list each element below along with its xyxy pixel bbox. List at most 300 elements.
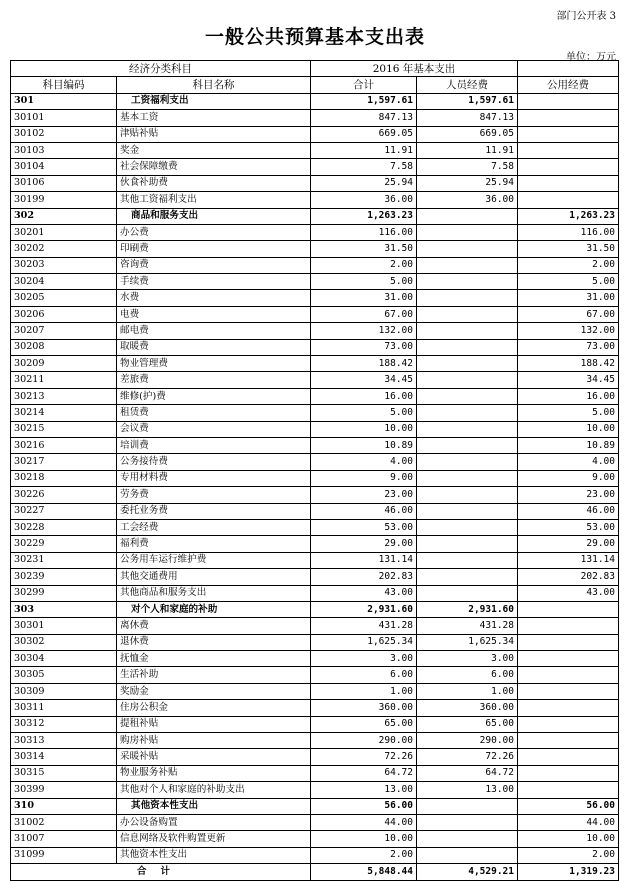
name-cell: 基本工资 — [117, 110, 311, 126]
total-cell: 1,263.23 — [311, 208, 417, 224]
budget-table — [10, 60, 619, 881]
personnel-cell: 13.00 — [417, 782, 518, 798]
public-cell: 5.00 — [518, 274, 619, 290]
table-row — [11, 175, 619, 191]
code-cell: 30231 — [11, 552, 117, 568]
personnel-cell — [417, 503, 518, 519]
table-row — [11, 323, 619, 339]
code-cell: 30214 — [11, 405, 117, 421]
table-row — [11, 503, 619, 519]
header-econ-class: 经济分类科目 — [11, 61, 311, 77]
personnel-cell — [417, 569, 518, 585]
personnel-cell — [417, 519, 518, 535]
total-label: 合计 — [11, 864, 311, 880]
personnel-cell: 65.00 — [417, 716, 518, 732]
code-cell: 30228 — [11, 519, 117, 535]
name-cell: 咨询费 — [117, 257, 311, 273]
personnel-cell — [417, 356, 518, 372]
total-cell: 5.00 — [311, 405, 417, 421]
name-cell: 信息网络及软件购置更新 — [117, 831, 311, 847]
total-cell: 132.00 — [311, 323, 417, 339]
public-cell — [518, 765, 619, 781]
name-cell: 专用材料费 — [117, 470, 311, 486]
personnel-cell — [417, 339, 518, 355]
name-cell: 工会经费 — [117, 519, 311, 535]
public-cell: 31.00 — [518, 290, 619, 306]
code-cell: 30203 — [11, 257, 117, 273]
total-cell: 29.00 — [311, 536, 417, 552]
table-row — [11, 782, 619, 798]
table-row — [11, 405, 619, 421]
name-cell: 其他资本性支出 — [117, 847, 311, 863]
category-row — [11, 601, 619, 617]
table-row — [11, 290, 619, 306]
total-cell: 11.91 — [311, 142, 417, 158]
personnel-cell — [417, 814, 518, 830]
name-cell: 公务接待费 — [117, 454, 311, 470]
table-row — [11, 241, 619, 257]
code-cell: 30315 — [11, 765, 117, 781]
code-cell: 30302 — [11, 634, 117, 650]
header-row-columns — [11, 77, 619, 93]
table-row — [11, 126, 619, 142]
personnel-cell: 431.28 — [417, 618, 518, 634]
public-cell: 10.00 — [518, 831, 619, 847]
name-cell: 津贴补贴 — [117, 126, 311, 142]
code-cell: 30217 — [11, 454, 117, 470]
table-row — [11, 683, 619, 699]
name-cell: 福利费 — [117, 536, 311, 552]
public-cell: 29.00 — [518, 536, 619, 552]
table-row — [11, 585, 619, 601]
personnel-cell: 1,625.34 — [417, 634, 518, 650]
public-cell: 53.00 — [518, 519, 619, 535]
public-cell — [518, 618, 619, 634]
total-cell: 43.00 — [311, 585, 417, 601]
table-row — [11, 159, 619, 175]
code-cell: 303 — [11, 601, 117, 617]
code-cell: 30299 — [11, 585, 117, 601]
public-cell: 1,263.23 — [518, 208, 619, 224]
personnel-cell — [417, 388, 518, 404]
code-cell: 30215 — [11, 421, 117, 437]
name-cell: 商品和服务支出 — [117, 208, 311, 224]
total-cell: 10.00 — [311, 831, 417, 847]
code-cell: 30102 — [11, 126, 117, 142]
total-cell: 188.42 — [311, 356, 417, 372]
personnel-cell: 360.00 — [417, 700, 518, 716]
code-cell: 30216 — [11, 437, 117, 453]
total-cell: 23.00 — [311, 487, 417, 503]
code-cell: 30309 — [11, 683, 117, 699]
total-cell: 4.00 — [311, 454, 417, 470]
personnel-cell — [417, 454, 518, 470]
name-cell: 其他工资福利支出 — [117, 192, 311, 208]
public-cell — [518, 683, 619, 699]
code-cell: 30314 — [11, 749, 117, 765]
code-cell: 30399 — [11, 782, 117, 798]
total-cell: 53.00 — [311, 519, 417, 535]
table-row — [11, 224, 619, 240]
total-personnel-cell: 4,529.21 — [417, 864, 518, 880]
header-basic-expenditure: 2016 年基本支出 — [311, 61, 518, 77]
category-row — [11, 798, 619, 814]
table-row — [11, 618, 619, 634]
personnel-cell — [417, 323, 518, 339]
total-cell: 847.13 — [311, 110, 417, 126]
personnel-cell — [417, 552, 518, 568]
total-cell: 25.94 — [311, 175, 417, 191]
code-cell: 30103 — [11, 142, 117, 158]
header-name: 科目名称 — [117, 77, 311, 93]
name-cell: 伙食补助费 — [117, 175, 311, 191]
total-cell: 431.28 — [311, 618, 417, 634]
table-row — [11, 257, 619, 273]
table-row — [11, 749, 619, 765]
total-cell: 2,931.60 — [311, 601, 417, 617]
total-row — [11, 864, 619, 880]
header-total: 合计 — [311, 77, 417, 93]
personnel-cell — [417, 831, 518, 847]
name-cell: 会议费 — [117, 421, 311, 437]
personnel-cell: 847.13 — [417, 110, 518, 126]
total-cell: 44.00 — [311, 814, 417, 830]
name-cell: 退休费 — [117, 634, 311, 650]
unit-label: 单位：万元 — [566, 52, 616, 63]
code-cell: 30312 — [11, 716, 117, 732]
personnel-cell — [417, 470, 518, 486]
total-cell: 7.58 — [311, 159, 417, 175]
name-cell: 差旅费 — [117, 372, 311, 388]
public-cell: 44.00 — [518, 814, 619, 830]
personnel-cell: 72.26 — [417, 749, 518, 765]
name-cell: 物业服务补贴 — [117, 765, 311, 781]
public-cell: 16.00 — [518, 388, 619, 404]
total-cell: 1,625.34 — [311, 634, 417, 650]
public-cell — [518, 126, 619, 142]
table-row — [11, 634, 619, 650]
table-row — [11, 454, 619, 470]
personnel-cell — [417, 224, 518, 240]
name-cell: 采暖补贴 — [117, 749, 311, 765]
category-row — [11, 93, 619, 109]
name-cell: 奖励金 — [117, 683, 311, 699]
personnel-cell: 11.91 — [417, 142, 518, 158]
total-cell: 1.00 — [311, 683, 417, 699]
table-row — [11, 716, 619, 732]
name-cell: 租赁费 — [117, 405, 311, 421]
total-cell: 669.05 — [311, 126, 417, 142]
code-cell: 30204 — [11, 274, 117, 290]
code-cell: 31007 — [11, 831, 117, 847]
public-cell: 2.00 — [518, 257, 619, 273]
name-cell: 劳务费 — [117, 487, 311, 503]
code-cell: 30305 — [11, 667, 117, 683]
public-cell — [518, 159, 619, 175]
public-cell — [518, 700, 619, 716]
total-cell: 34.45 — [311, 372, 417, 388]
table-row — [11, 569, 619, 585]
total-public-cell: 1,319.23 — [518, 864, 619, 880]
table-row — [11, 831, 619, 847]
personnel-cell — [417, 798, 518, 814]
total-cell: 2.00 — [311, 257, 417, 273]
code-cell: 30311 — [11, 700, 117, 716]
public-cell: 131.14 — [518, 552, 619, 568]
table-row — [11, 339, 619, 355]
public-cell — [518, 110, 619, 126]
personnel-cell — [417, 585, 518, 601]
name-cell: 对个人和家庭的补助 — [117, 601, 311, 617]
name-cell: 培训费 — [117, 437, 311, 453]
total-cell: 65.00 — [311, 716, 417, 732]
table-row — [11, 814, 619, 830]
table-row — [11, 519, 619, 535]
public-cell: 43.00 — [518, 585, 619, 601]
personnel-cell: 64.72 — [417, 765, 518, 781]
code-cell: 30209 — [11, 356, 117, 372]
name-cell: 其他资本性支出 — [117, 798, 311, 814]
total-cell: 360.00 — [311, 700, 417, 716]
header-empty — [518, 61, 619, 77]
total-cell: 131.14 — [311, 552, 417, 568]
name-cell: 购房补贴 — [117, 733, 311, 749]
table-row — [11, 356, 619, 372]
table-row — [11, 487, 619, 503]
total-cell: 290.00 — [311, 733, 417, 749]
name-cell: 抚恤金 — [117, 651, 311, 667]
table-row — [11, 700, 619, 716]
code-cell: 31002 — [11, 814, 117, 830]
table-row — [11, 765, 619, 781]
code-cell: 30201 — [11, 224, 117, 240]
table-body — [11, 93, 619, 863]
personnel-cell — [417, 241, 518, 257]
total-cell: 36.00 — [311, 192, 417, 208]
public-cell: 46.00 — [518, 503, 619, 519]
public-cell — [518, 142, 619, 158]
public-cell — [518, 667, 619, 683]
personnel-cell — [417, 405, 518, 421]
name-cell: 办公费 — [117, 224, 311, 240]
code-cell: 30301 — [11, 618, 117, 634]
code-cell: 30226 — [11, 487, 117, 503]
total-cell: 116.00 — [311, 224, 417, 240]
personnel-cell: 2,931.60 — [417, 601, 518, 617]
total-cell: 1,597.61 — [311, 93, 417, 109]
table-row — [11, 388, 619, 404]
public-cell — [518, 749, 619, 765]
personnel-cell: 6.00 — [417, 667, 518, 683]
personnel-cell — [417, 257, 518, 273]
name-cell: 公务用车运行维护费 — [117, 552, 311, 568]
total-cell: 67.00 — [311, 306, 417, 322]
name-cell: 奖金 — [117, 142, 311, 158]
code-cell: 30199 — [11, 192, 117, 208]
public-cell — [518, 634, 619, 650]
table-row — [11, 667, 619, 683]
name-cell: 取暖费 — [117, 339, 311, 355]
name-cell: 社会保障缴费 — [117, 159, 311, 175]
code-cell: 30205 — [11, 290, 117, 306]
total-cell: 6.00 — [311, 667, 417, 683]
table-row — [11, 651, 619, 667]
code-cell: 30208 — [11, 339, 117, 355]
personnel-cell: 290.00 — [417, 733, 518, 749]
page-title: 一般公共预算基本支出表 — [204, 26, 425, 48]
table-row — [11, 437, 619, 453]
total-cell: 73.00 — [311, 339, 417, 355]
table-row — [11, 142, 619, 158]
table-row — [11, 274, 619, 290]
personnel-cell: 669.05 — [417, 126, 518, 142]
header-public: 公用经费 — [518, 77, 619, 93]
name-cell: 邮电费 — [117, 323, 311, 339]
name-cell: 提租补贴 — [117, 716, 311, 732]
name-cell: 委托业务费 — [117, 503, 311, 519]
total-cell: 56.00 — [311, 798, 417, 814]
code-cell: 30101 — [11, 110, 117, 126]
public-cell: 2.00 — [518, 847, 619, 863]
public-cell: 31.50 — [518, 241, 619, 257]
code-cell: 30313 — [11, 733, 117, 749]
personnel-cell — [417, 487, 518, 503]
code-cell: 301 — [11, 93, 117, 109]
code-cell: 30239 — [11, 569, 117, 585]
public-cell: 116.00 — [518, 224, 619, 240]
total-cell: 10.89 — [311, 437, 417, 453]
name-cell: 维修(护)费 — [117, 388, 311, 404]
code-cell: 30304 — [11, 651, 117, 667]
total-cell: 202.83 — [311, 569, 417, 585]
header-code: 科目编码 — [11, 77, 117, 93]
public-cell: 4.00 — [518, 454, 619, 470]
total-cell: 3.00 — [311, 651, 417, 667]
code-cell: 310 — [11, 798, 117, 814]
total-cell: 2.00 — [311, 847, 417, 863]
code-cell: 302 — [11, 208, 117, 224]
public-cell — [518, 782, 619, 798]
table-row — [11, 421, 619, 437]
table-row — [11, 306, 619, 322]
name-cell: 生活补助 — [117, 667, 311, 683]
public-cell: 56.00 — [518, 798, 619, 814]
total-cell: 13.00 — [311, 782, 417, 798]
code-cell: 30218 — [11, 470, 117, 486]
public-cell: 188.42 — [518, 356, 619, 372]
total-cell: 72.26 — [311, 749, 417, 765]
table-number-label: 部门公开表 3 — [556, 11, 616, 22]
public-cell — [518, 651, 619, 667]
public-cell: 10.00 — [518, 421, 619, 437]
total-cell: 10.00 — [311, 421, 417, 437]
name-cell: 物业管理费 — [117, 356, 311, 372]
personnel-cell — [417, 372, 518, 388]
code-cell: 30213 — [11, 388, 117, 404]
public-cell: 5.00 — [518, 405, 619, 421]
table-row — [11, 470, 619, 486]
name-cell: 其他交通费用 — [117, 569, 311, 585]
name-cell: 水费 — [117, 290, 311, 306]
header-row-group — [11, 61, 619, 77]
table-row — [11, 552, 619, 568]
total-cell: 5.00 — [311, 274, 417, 290]
personnel-cell: 25.94 — [417, 175, 518, 191]
personnel-cell — [417, 536, 518, 552]
category-row — [11, 208, 619, 224]
public-cell: 202.83 — [518, 569, 619, 585]
personnel-cell: 36.00 — [417, 192, 518, 208]
personnel-cell — [417, 437, 518, 453]
table-row — [11, 536, 619, 552]
personnel-cell: 3.00 — [417, 651, 518, 667]
table-row — [11, 733, 619, 749]
public-cell — [518, 733, 619, 749]
total-cell: 64.72 — [311, 765, 417, 781]
code-cell: 30206 — [11, 306, 117, 322]
public-cell: 132.00 — [518, 323, 619, 339]
name-cell: 印刷费 — [117, 241, 311, 257]
public-cell: 34.45 — [518, 372, 619, 388]
name-cell: 其他商品和服务支出 — [117, 585, 311, 601]
personnel-cell — [417, 290, 518, 306]
code-cell: 30211 — [11, 372, 117, 388]
total-cell: 46.00 — [311, 503, 417, 519]
table-row — [11, 372, 619, 388]
personnel-cell: 1,597.61 — [417, 93, 518, 109]
table-row — [11, 847, 619, 863]
personnel-cell: 7.58 — [417, 159, 518, 175]
table-row — [11, 110, 619, 126]
personnel-cell — [417, 208, 518, 224]
code-cell: 30106 — [11, 175, 117, 191]
name-cell: 住房公积金 — [117, 700, 311, 716]
code-cell: 30207 — [11, 323, 117, 339]
public-cell — [518, 716, 619, 732]
total-cell: 31.00 — [311, 290, 417, 306]
public-cell — [518, 192, 619, 208]
total-cell: 31.50 — [311, 241, 417, 257]
name-cell: 手续费 — [117, 274, 311, 290]
public-cell — [518, 175, 619, 191]
name-cell: 离休费 — [117, 618, 311, 634]
public-cell — [518, 601, 619, 617]
personnel-cell — [417, 306, 518, 322]
code-cell: 30202 — [11, 241, 117, 257]
header-personnel: 人员经费 — [417, 77, 518, 93]
name-cell: 办公设备购置 — [117, 814, 311, 830]
table-row — [11, 192, 619, 208]
public-cell: 73.00 — [518, 339, 619, 355]
public-cell: 67.00 — [518, 306, 619, 322]
code-cell: 30229 — [11, 536, 117, 552]
name-cell: 其他对个人和家庭的补助支出 — [117, 782, 311, 798]
personnel-cell — [417, 421, 518, 437]
public-cell: 23.00 — [518, 487, 619, 503]
total-cell: 5,848.44 — [311, 864, 417, 880]
total-cell: 9.00 — [311, 470, 417, 486]
name-cell: 电费 — [117, 306, 311, 322]
code-cell: 31099 — [11, 847, 117, 863]
personnel-cell: 1.00 — [417, 683, 518, 699]
total-cell: 16.00 — [311, 388, 417, 404]
public-cell: 9.00 — [518, 470, 619, 486]
code-cell: 30227 — [11, 503, 117, 519]
code-cell: 30104 — [11, 159, 117, 175]
public-cell — [518, 93, 619, 109]
personnel-cell — [417, 847, 518, 863]
name-cell: 工资福利支出 — [117, 93, 311, 109]
